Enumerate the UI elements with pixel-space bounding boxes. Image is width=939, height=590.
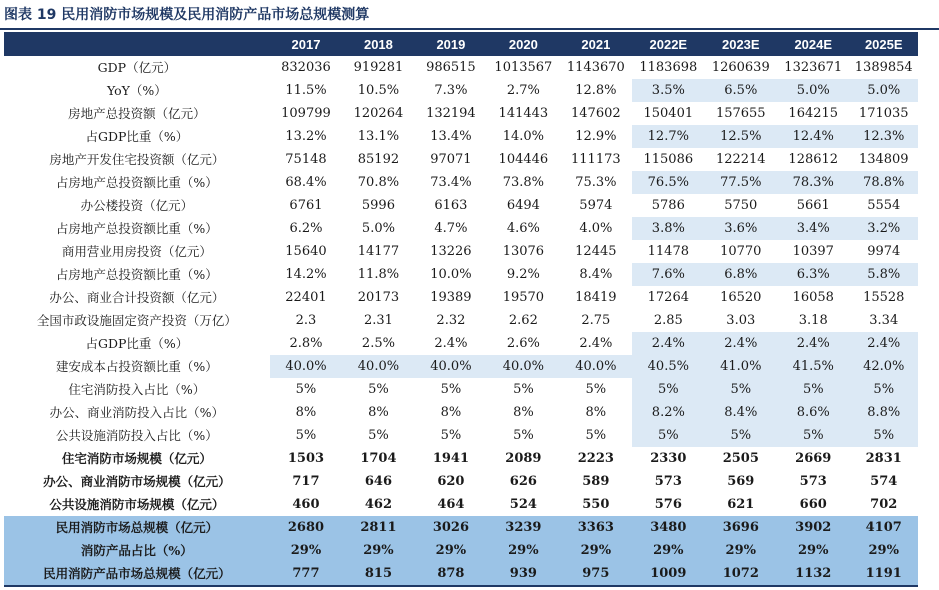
value-cell: 464 — [437, 497, 465, 512]
table-row — [4, 56, 918, 79]
value-cell: 3.6% — [705, 217, 777, 240]
row-label: 公共设施消防投入占比（%） — [55, 428, 218, 443]
table-row — [4, 102, 918, 125]
value-cell: 104446 — [498, 152, 549, 167]
value-cell: 5% — [513, 428, 534, 443]
value-cell: 29% — [705, 539, 777, 562]
value-cell: 164215 — [788, 106, 839, 121]
value-cell: 3026 — [415, 516, 487, 539]
row-label: 办公、商业合计投资额（亿元） — [49, 290, 225, 305]
value-cell: 97071 — [430, 152, 472, 167]
value-cell: 7.6% — [632, 263, 704, 286]
value-cell: 6163 — [434, 198, 468, 213]
value-cell: 8.4% — [705, 401, 777, 424]
value-cell: 9.2% — [506, 267, 540, 282]
value-cell: 2831 — [865, 451, 902, 466]
value-cell: 589 — [582, 474, 610, 489]
header-year: 2024E — [777, 32, 849, 56]
value-cell: 12445 — [575, 244, 617, 259]
value-cell: 13.2% — [285, 129, 327, 144]
value-cell: 2.4% — [705, 332, 777, 355]
value-cell: 2.4% — [579, 336, 613, 351]
value-cell: 157655 — [715, 106, 766, 121]
value-cell: 141443 — [498, 106, 549, 121]
value-cell: 5554 — [867, 198, 901, 213]
value-cell: 919281 — [353, 60, 404, 75]
value-cell: 5661 — [796, 198, 830, 213]
value-cell: 3480 — [632, 516, 704, 539]
row-label: 办公、商业消防投入占比（%） — [49, 405, 225, 420]
value-cell: 5% — [777, 378, 849, 401]
row-label: 全国市政设施固定资产投资（万亿） — [36, 313, 237, 328]
table-row — [4, 378, 918, 401]
value-cell: 73.4% — [430, 175, 472, 190]
value-cell: 2.4% — [434, 336, 468, 351]
value-cell: 5.0% — [777, 79, 849, 102]
row-label: 商用营业用房投资（亿元） — [61, 244, 212, 259]
value-cell: 5% — [368, 382, 389, 397]
value-cell: 10770 — [720, 244, 762, 259]
value-cell: 122214 — [715, 152, 766, 167]
value-cell: 8% — [368, 405, 389, 420]
value-cell: 2.8% — [289, 336, 323, 351]
value-cell: 5% — [632, 424, 704, 447]
table-row — [4, 332, 918, 355]
value-cell: 1013567 — [494, 60, 553, 75]
value-cell: 17264 — [647, 290, 689, 305]
value-cell: 5% — [585, 382, 607, 397]
row-label: 办公楼投资（亿元） — [80, 198, 194, 213]
value-cell: 7.3% — [434, 83, 468, 98]
value-cell: 777 — [270, 562, 342, 586]
row-label: 房地产总投资额（亿元） — [68, 106, 206, 121]
value-cell: 3902 — [777, 516, 849, 539]
row-label: 占GDP比重（%） — [85, 336, 189, 351]
value-cell: 68.4% — [285, 175, 327, 190]
value-cell: 986515 — [426, 60, 476, 75]
value-cell: 2.3 — [295, 313, 317, 328]
row-label: 建安成本占投资额比重（%） — [55, 359, 218, 374]
value-cell: 70.8% — [357, 175, 400, 190]
row-label: 住宅消防市场规模（亿元） — [61, 451, 212, 466]
row-label: 占房地产总投资额比重（%） — [55, 175, 218, 190]
value-cell: 4.0% — [579, 221, 613, 236]
value-cell: 5% — [295, 428, 317, 443]
header-year: 2020 — [487, 32, 559, 56]
value-cell: 40.0% — [560, 355, 632, 378]
value-cell: 3.18 — [798, 313, 828, 328]
value-cell: 2.4% — [632, 332, 704, 355]
value-cell: 14.2% — [285, 267, 327, 282]
row-label: 占房地产总投资额比重（%） — [55, 221, 218, 236]
value-cell: 524 — [509, 497, 537, 512]
value-cell: 14.0% — [502, 129, 545, 144]
value-cell: 1072 — [705, 562, 777, 586]
table-row — [4, 539, 918, 562]
value-cell: 6761 — [289, 198, 323, 213]
value-cell: 12.9% — [575, 129, 617, 144]
value-cell: 13.4% — [430, 129, 472, 144]
value-cell: 5% — [849, 378, 918, 401]
value-cell: 2330 — [650, 451, 687, 466]
value-cell: 975 — [560, 562, 632, 586]
value-cell: 620 — [437, 474, 465, 489]
value-cell: 29% — [487, 539, 559, 562]
table-row — [4, 562, 918, 586]
value-cell: 6.8% — [705, 263, 777, 286]
header-year: 2025E — [849, 32, 918, 56]
value-cell: 878 — [415, 562, 487, 586]
value-cell: 5% — [585, 428, 607, 443]
value-cell: 3239 — [487, 516, 559, 539]
value-cell: 16520 — [720, 290, 762, 305]
value-cell: 1009 — [632, 562, 704, 586]
value-cell: 10.5% — [357, 83, 400, 98]
value-cell: 147602 — [571, 106, 621, 121]
table-row — [4, 493, 918, 516]
value-cell: 85192 — [357, 152, 400, 167]
value-cell: 75.3% — [575, 175, 617, 190]
value-cell: 8.2% — [632, 401, 704, 424]
table-row — [4, 401, 918, 424]
value-cell: 5% — [632, 378, 704, 401]
value-cell: 2223 — [577, 451, 614, 466]
value-cell: 6.5% — [705, 79, 777, 102]
value-cell: 832036 — [281, 60, 331, 75]
value-cell: 5% — [513, 382, 534, 397]
value-cell: 2.6% — [506, 336, 540, 351]
value-cell: 29% — [270, 539, 342, 562]
value-cell: 40.0% — [487, 355, 559, 378]
header-label-cell — [4, 32, 270, 56]
value-cell: 4.6% — [506, 221, 540, 236]
value-cell: 3.03 — [726, 313, 756, 328]
value-cell: 29% — [560, 539, 632, 562]
value-cell: 3696 — [705, 516, 777, 539]
value-cell: 2.62 — [508, 313, 538, 328]
value-cell: 10.0% — [430, 267, 472, 282]
value-cell: 77.5% — [705, 171, 777, 194]
value-cell: 2089 — [505, 451, 542, 466]
value-cell: 462 — [364, 497, 392, 512]
value-cell: 5.0% — [849, 79, 918, 102]
value-cell: 42.0% — [849, 355, 918, 378]
value-cell: 29% — [415, 539, 487, 562]
value-cell: 4107 — [849, 516, 918, 539]
value-cell: 2680 — [270, 516, 342, 539]
value-cell: 2669 — [795, 451, 832, 466]
value-cell: 2.4% — [849, 332, 918, 355]
table-row — [4, 171, 918, 194]
value-cell: 3.2% — [849, 217, 918, 240]
value-cell: 5974 — [579, 198, 613, 213]
value-cell: 5996 — [361, 198, 395, 213]
row-label: 房地产开发住宅投资额（亿元） — [49, 152, 225, 167]
value-cell: 40.5% — [632, 355, 704, 378]
value-cell: 3.4% — [777, 217, 849, 240]
table-row — [4, 470, 918, 493]
value-cell: 134809 — [858, 152, 909, 167]
value-cell: 2.7% — [506, 83, 540, 98]
table-row — [4, 286, 918, 309]
value-cell: 1191 — [849, 562, 918, 586]
value-cell: 1132 — [777, 562, 849, 586]
value-cell: 660 — [799, 497, 827, 512]
table-row — [4, 125, 918, 148]
value-cell: 75148 — [285, 152, 327, 167]
table-row — [4, 217, 918, 240]
value-cell: 550 — [582, 497, 610, 512]
value-cell: 11.8% — [357, 267, 400, 282]
value-cell: 9974 — [867, 244, 901, 259]
value-cell: 1704 — [360, 451, 397, 466]
row-label: YoY（%） — [106, 83, 167, 98]
value-cell: 6.2% — [289, 221, 323, 236]
value-cell: 8% — [513, 405, 534, 420]
value-cell: 573 — [799, 474, 827, 489]
table-row — [4, 355, 918, 378]
value-cell: 78.8% — [849, 171, 918, 194]
value-cell: 6.3% — [777, 263, 849, 286]
value-cell: 22401 — [285, 290, 327, 305]
row-label: 占GDP比重（%） — [85, 129, 189, 144]
value-cell: 5% — [705, 424, 777, 447]
table-row — [4, 516, 918, 539]
value-cell: 5.8% — [849, 263, 918, 286]
value-cell: 3.8% — [632, 217, 704, 240]
value-cell: 76.5% — [632, 171, 704, 194]
table-body — [4, 56, 918, 586]
value-cell: 14177 — [357, 244, 400, 259]
value-cell: 19570 — [502, 290, 545, 305]
value-cell: 41.5% — [777, 355, 849, 378]
value-cell: 8% — [440, 405, 462, 420]
value-cell: 41.0% — [705, 355, 777, 378]
value-cell: 120264 — [353, 106, 404, 121]
value-cell: 5750 — [724, 198, 758, 213]
value-cell: 717 — [292, 474, 320, 489]
value-cell: 576 — [654, 497, 682, 512]
value-cell: 5% — [368, 428, 389, 443]
value-cell: 569 — [727, 474, 755, 489]
header-year: 2019 — [415, 32, 487, 56]
estimate-table — [4, 32, 918, 587]
value-cell: 6494 — [506, 198, 540, 213]
value-cell: 2.85 — [653, 313, 683, 328]
table-row — [4, 148, 918, 171]
value-cell: 1389854 — [854, 60, 913, 75]
value-cell: 1503 — [287, 451, 325, 466]
value-cell: 128612 — [788, 152, 839, 167]
value-cell: 5% — [440, 428, 462, 443]
value-cell: 5% — [295, 382, 317, 397]
value-cell: 1941 — [432, 451, 469, 466]
value-cell: 29% — [849, 539, 918, 562]
value-cell: 2.4% — [777, 332, 849, 355]
value-cell: 15528 — [863, 290, 905, 305]
value-cell: 1323671 — [784, 60, 843, 75]
table-row — [4, 240, 918, 263]
row-label: 民用消防市场总规模（亿元） — [4, 516, 270, 539]
value-cell: 11.5% — [285, 83, 327, 98]
value-cell: 40.0% — [342, 355, 414, 378]
value-cell: 5% — [777, 424, 849, 447]
value-cell: 2.31 — [363, 313, 393, 328]
value-cell: 815 — [342, 562, 414, 586]
header-year: 2018 — [342, 32, 414, 56]
value-cell: 3363 — [560, 516, 632, 539]
header-year: 2021 — [560, 32, 632, 56]
value-cell: 12.5% — [705, 125, 777, 148]
value-cell: 132194 — [426, 106, 476, 121]
value-cell: 5% — [705, 378, 777, 401]
value-cell: 8% — [585, 405, 607, 420]
value-cell: 78.3% — [777, 171, 849, 194]
value-cell: 115086 — [643, 152, 694, 167]
header-year: 2022E — [632, 32, 704, 56]
value-cell: 18419 — [575, 290, 617, 305]
value-cell: 8.6% — [777, 401, 849, 424]
value-cell: 5% — [849, 424, 918, 447]
table-row — [4, 309, 918, 332]
value-cell: 2505 — [722, 451, 759, 466]
value-cell: 8% — [295, 405, 317, 420]
value-cell: 3.34 — [869, 313, 899, 328]
row-label: 消防产品占比（%） — [4, 539, 270, 562]
value-cell: 150401 — [643, 106, 694, 121]
value-cell: 19389 — [430, 290, 472, 305]
row-label: 公共设施消防市场规模（亿元） — [49, 497, 225, 512]
value-cell: 2.5% — [361, 336, 395, 351]
row-label: 住宅消防投入占比（%） — [68, 382, 206, 397]
header-year: 2023E — [705, 32, 777, 56]
value-cell: 40.0% — [270, 355, 342, 378]
value-cell: 29% — [342, 539, 414, 562]
table-row — [4, 194, 918, 217]
row-label: 民用消防产品市场总规模（亿元） — [4, 562, 270, 586]
value-cell: 5.0% — [361, 221, 395, 236]
value-cell: 8.8% — [849, 401, 918, 424]
table-row — [4, 424, 918, 447]
table-row — [4, 263, 918, 286]
value-cell: 4.7% — [434, 221, 468, 236]
value-cell: 646 — [364, 474, 392, 489]
title-rule — [0, 28, 939, 30]
value-cell: 12.3% — [849, 125, 918, 148]
value-cell: 111173 — [571, 152, 621, 167]
value-cell: 2.75 — [581, 313, 611, 328]
value-cell: 40.0% — [415, 355, 487, 378]
value-cell: 20173 — [357, 290, 400, 305]
value-cell: 8.4% — [579, 267, 613, 282]
value-cell: 1143670 — [566, 60, 625, 75]
row-label: GDP（亿元） — [97, 60, 177, 75]
value-cell: 13076 — [502, 244, 545, 259]
value-cell: 939 — [487, 562, 559, 586]
value-cell: 5786 — [651, 198, 685, 213]
value-cell: 13226 — [430, 244, 472, 259]
table-row — [4, 447, 918, 470]
value-cell: 13.1% — [357, 129, 400, 144]
value-cell: 16058 — [792, 290, 834, 305]
value-cell: 12.4% — [777, 125, 849, 148]
value-cell: 2.32 — [436, 313, 466, 328]
value-cell: 109799 — [281, 106, 331, 121]
value-cell: 1183698 — [639, 60, 698, 75]
table-row — [4, 79, 918, 102]
value-cell: 171035 — [858, 106, 909, 121]
value-cell: 15640 — [285, 244, 327, 259]
header-row — [4, 32, 918, 56]
value-cell: 702 — [870, 497, 898, 512]
value-cell: 73.8% — [502, 175, 545, 190]
value-cell: 10397 — [792, 244, 834, 259]
value-cell: 1260639 — [711, 60, 770, 75]
header-year: 2017 — [270, 32, 342, 56]
value-cell: 29% — [632, 539, 704, 562]
value-cell: 573 — [654, 474, 682, 489]
value-cell: 12.7% — [632, 125, 704, 148]
value-cell: 3.5% — [632, 79, 704, 102]
value-cell: 626 — [509, 474, 537, 489]
value-cell: 29% — [777, 539, 849, 562]
value-cell: 5% — [440, 382, 462, 397]
value-cell: 12.8% — [575, 83, 617, 98]
row-label: 占房地产总投资额比重（%） — [55, 267, 218, 282]
value-cell: 11478 — [647, 244, 689, 259]
value-cell: 460 — [292, 497, 320, 512]
value-cell: 574 — [870, 474, 898, 489]
value-cell: 621 — [727, 497, 755, 512]
figure-title: 图表 19 民用消防市场规模及民用消防产品市场总规模测算 — [4, 7, 370, 23]
value-cell: 2811 — [342, 516, 414, 539]
row-label: 办公、商业消防市场规模（亿元） — [43, 474, 231, 489]
